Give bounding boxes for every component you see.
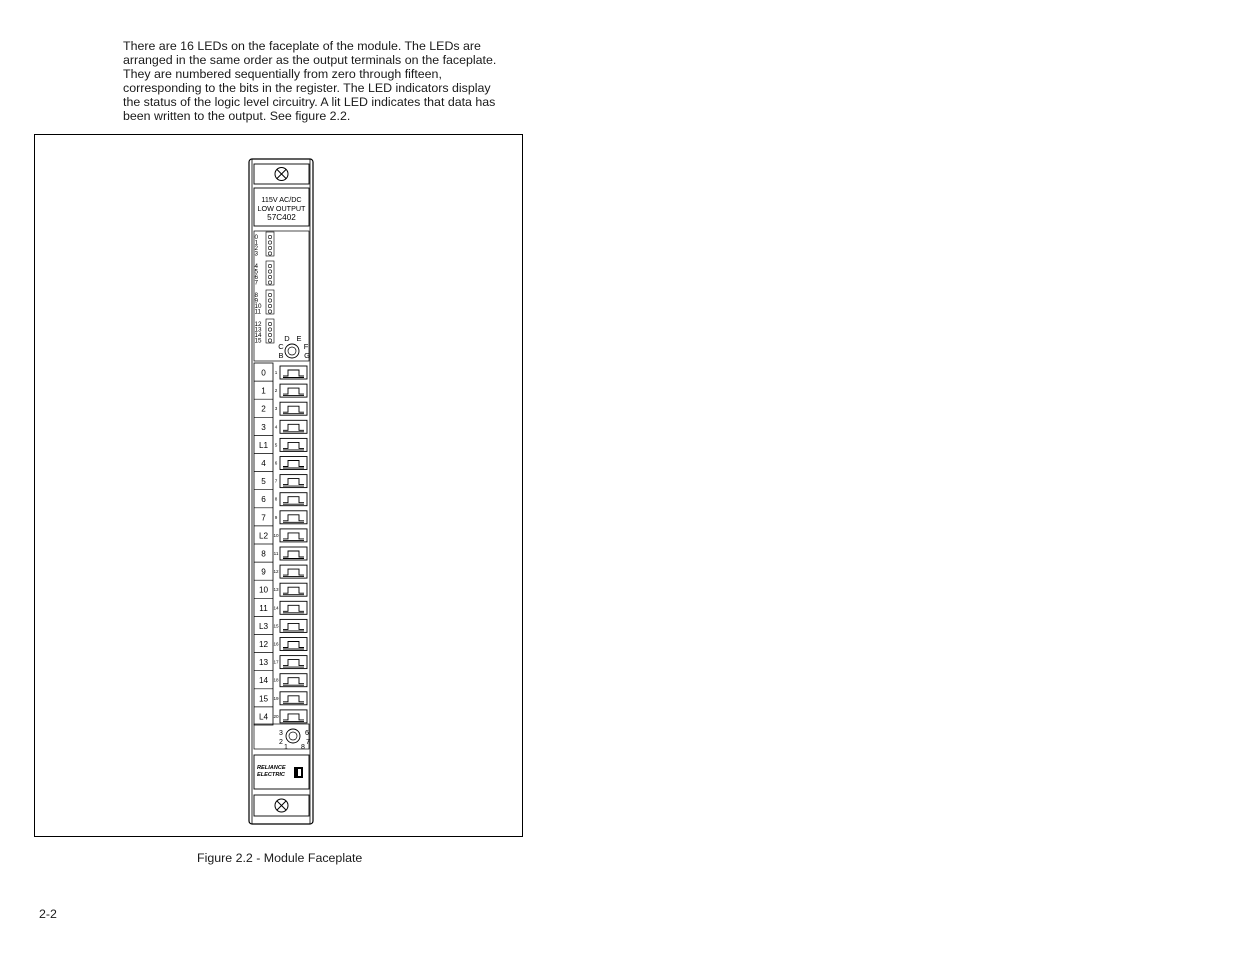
terminal-number: 19 [273, 695, 279, 701]
figure-caption: Figure 2.2 - Module Faceplate [197, 851, 363, 865]
led-label: 3 [254, 250, 259, 258]
terminal-number: 8 [274, 496, 278, 502]
terminal-label: 11 [259, 603, 268, 613]
paragraph-line: They are numbered sequentially from zero through fifteen, [123, 67, 442, 81]
led-indicator-icon [268, 241, 271, 244]
terminal-label: L4 [258, 712, 269, 722]
led-indicator-icon [268, 322, 271, 325]
screw-number: 8 [301, 744, 305, 751]
figure-frame [34, 134, 523, 837]
screw-number: 1 [284, 744, 288, 751]
body-paragraph [123, 39, 513, 123]
terminal-number: 10 [273, 532, 279, 538]
terminal-label: 9 [261, 567, 266, 577]
paragraph-line: corresponding to the bits in the register. The LED indicators display [123, 81, 491, 95]
led-label: 4 [254, 263, 259, 270]
led-label: 10 [254, 303, 262, 310]
terminal-label: 13 [258, 658, 269, 668]
screw-letter: D [284, 334, 290, 343]
terminal-number: 13 [273, 587, 279, 593]
led-label: 1 [254, 239, 259, 247]
led-label: 7 [254, 279, 259, 287]
led-indicator-icon [268, 246, 271, 249]
terminal-label: 7 [261, 513, 266, 523]
terminal-label: L2 [258, 531, 269, 541]
led-label: 5 [254, 268, 259, 276]
terminal-number: 9 [274, 514, 278, 520]
terminal-label: L3 [258, 621, 269, 631]
terminal-label: 15 [258, 694, 269, 704]
brand-line: ELECTRIC [257, 772, 285, 778]
terminal-label: L1 [258, 440, 269, 450]
led-indicator-icon [268, 339, 271, 342]
terminal-label: 3 [261, 422, 266, 432]
terminal-number: 5 [274, 442, 278, 448]
upper-terminal-screw-icon [285, 344, 299, 358]
module-label-line: 115V AC/DC [261, 195, 302, 204]
led-indicator-icon [268, 328, 271, 331]
module-label-line: LOW OUTPUT [257, 204, 306, 213]
terminal-label: 10 [258, 585, 269, 595]
page-number: 2-2 [39, 907, 57, 921]
screw-number: 2 [279, 739, 283, 746]
paragraph-line: There are 16 LEDs on the faceplate of the module. The LEDs are [123, 39, 481, 53]
terminal-number: 14 [273, 605, 279, 611]
led-label: 6 [254, 274, 259, 281]
led-label: 8 [254, 292, 259, 299]
led-label: 12 [254, 321, 262, 328]
paragraph-line: the status of the logic level circuitry. A lit LED indicates that data has [123, 95, 496, 109]
led-indicator-icon [268, 264, 271, 267]
led-indicator-icon [268, 281, 271, 284]
terminal-number: 20 [273, 713, 279, 719]
led-indicator-icon [268, 304, 271, 307]
led-label: 13 [254, 326, 262, 334]
terminal-label: 5 [261, 477, 266, 487]
led-label: 15 [254, 337, 262, 345]
led-label: 14 [254, 332, 262, 339]
led-label: 11 [254, 308, 262, 316]
terminal-number: 18 [273, 677, 279, 683]
led-indicator-icon [268, 275, 271, 278]
terminal-number: 16 [273, 641, 279, 647]
lower-terminal-screw-icon [286, 729, 300, 743]
brand-line: RELIANCE [257, 765, 286, 771]
led-indicator-icon [268, 270, 271, 273]
terminal-number: 11 [273, 551, 279, 556]
terminal-number: 17 [273, 659, 279, 665]
led-indicator-icon [268, 252, 271, 255]
module-label-line: 57C402 [267, 213, 296, 222]
screw-letter: C [278, 342, 284, 351]
screw-number: 3 [279, 730, 283, 737]
led-label: 0 [254, 234, 259, 241]
terminal-label: 6 [261, 495, 266, 505]
terminal-number: 1 [274, 370, 278, 375]
led-indicator-icon [268, 235, 271, 238]
led-label: 9 [254, 297, 259, 305]
paragraph-line: arranged in the same order as the output terminals on the faceplate. [123, 53, 497, 67]
paragraph-line: been written to the output. See figure 2.2. [123, 109, 351, 123]
terminal-number: 15 [273, 623, 279, 629]
led-indicator-icon [268, 310, 271, 313]
terminal-label: 4 [261, 459, 266, 468]
screw-letter: F [303, 342, 309, 351]
screw-number: 7 [306, 739, 310, 746]
screw-number: 6 [305, 730, 309, 737]
led-indicator-icon [268, 333, 271, 336]
terminal-number: 4 [274, 424, 278, 430]
led-indicator-icon [268, 293, 271, 296]
terminal-label: 2 [261, 404, 266, 414]
screw-letter: G [304, 351, 310, 360]
terminal-label: 1 [261, 386, 266, 396]
terminal-block-icon [280, 366, 307, 379]
terminal-number: 12 [273, 569, 279, 575]
module-faceplate [247, 156, 357, 828]
terminal-number: 3 [274, 406, 278, 412]
terminal-label: 12 [258, 640, 269, 649]
terminal-label: 0 [261, 368, 266, 378]
led-indicator-icon [268, 299, 271, 302]
terminal-label: 8 [261, 549, 266, 559]
led-label: 2 [254, 245, 259, 252]
brand-logo-mark [298, 769, 301, 776]
screw-letter: E [296, 334, 302, 343]
terminal-number: 6 [274, 460, 278, 466]
terminal-block-icon [280, 565, 307, 578]
terminal-label: 14 [258, 676, 269, 686]
terminal-number: 2 [274, 388, 278, 394]
terminal-number: 7 [274, 478, 278, 484]
screw-letter: B [278, 351, 284, 360]
